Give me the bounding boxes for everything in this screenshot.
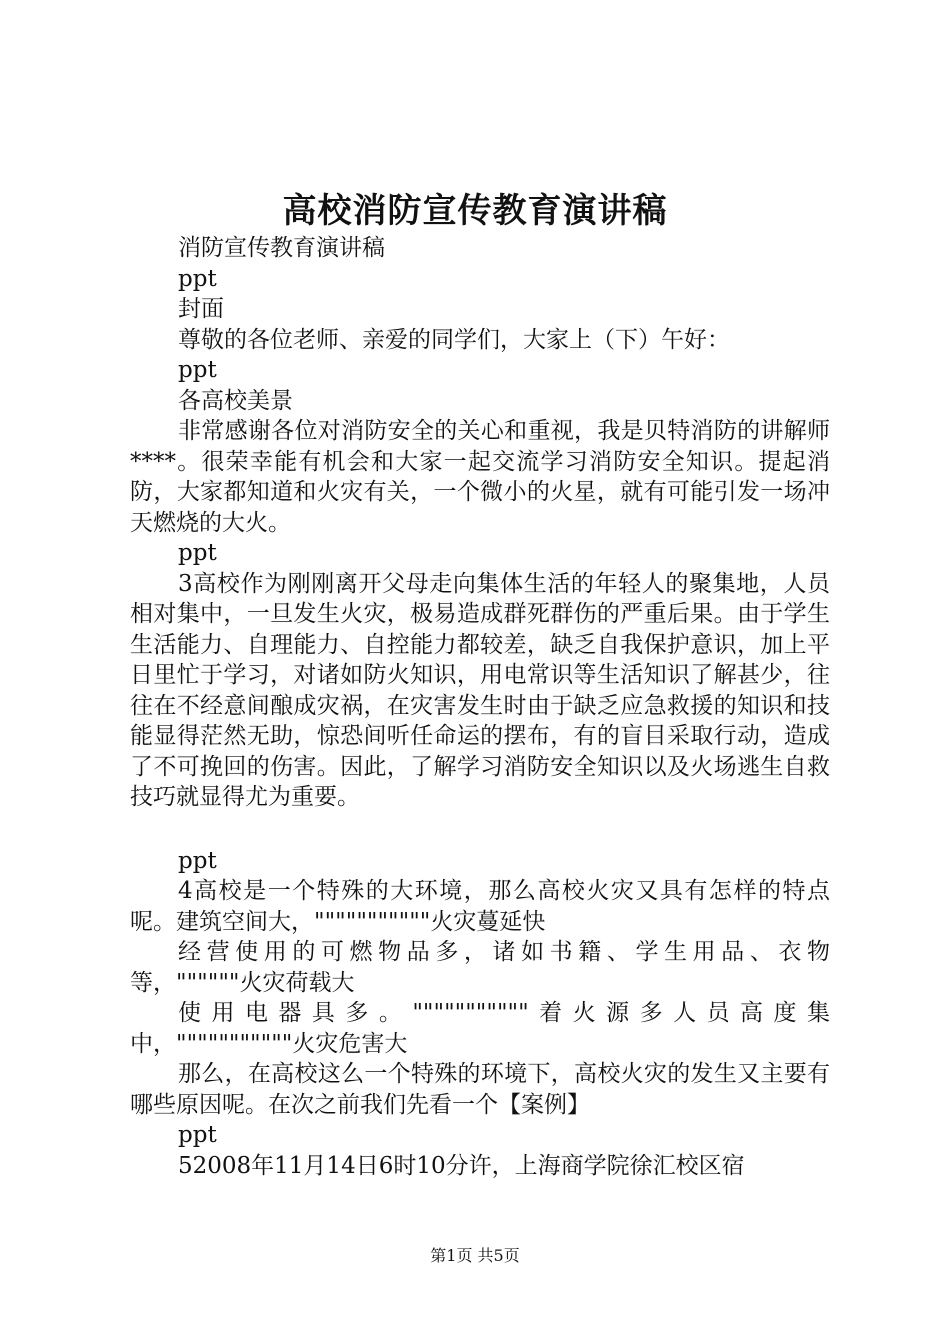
spacer <box>130 813 830 846</box>
paragraph: ppt <box>178 540 217 566</box>
document-title: 高校消防宣传教育演讲稿 <box>282 191 668 231</box>
paragraph: 经营使用的可燃物品多，诸如书籍、学生用品、衣物等，""""""火灾荷载大 <box>130 939 830 996</box>
page-footer: 第1页 共5页 <box>430 1246 520 1265</box>
paragraph: 非常感谢各位对消防安全的关心和重视，我是贝特消防的讲解师****。很荣幸能有机会和大家一起交流学习消防安全知识。提起消防，大家都知道和火灾有关，一个微小的火星，就有可能引发一场冲天燃烧的大火。 <box>130 418 830 536</box>
paragraph: ppt <box>178 1122 217 1148</box>
paragraph: ppt <box>178 357 217 383</box>
paragraph: 那么，在高校这么一个特殊的环境下，高校火灾的发生又主要有哪些原因呢。在次之前我们先看一个【案例】 <box>130 1061 830 1118</box>
paragraph: 使用电器具多。"""""""""""着火源多人员高度集中，"""""""""""火灾危害大 <box>130 1000 830 1057</box>
paragraph: 尊敬的各位老师、亲爱的同学们，大家上（下）午好： <box>178 326 730 353</box>
paragraph: ppt <box>178 847 217 874</box>
paragraph: 封面 <box>178 296 224 322</box>
paragraph: ppt <box>178 265 217 292</box>
paragraph: 4高校是一个特殊的大环境，那么高校火灾又具有怎样的特点呢。建筑空间大，"""""""""""火灾蔓延快 <box>130 878 830 935</box>
paragraph: 52008年11月14日6时10分许，上海商学院徐汇校区宿 <box>178 1152 745 1179</box>
paragraph: 消防宣传教育演讲稿 <box>178 235 385 261</box>
paragraph: 各高校美景 <box>178 387 293 414</box>
document-body <box>130 233 830 1181</box>
paragraph: 3高校作为刚刚离开父母走向集体生活的年轻人的聚集地，人员相对集中，一旦发生火灾，极易造成群死群伤的严重后果。由于学生生活能力、自理能力、自控能力都较差，缺乏自我保护意识，加上平日里忙于学习，对诸如防火知识，用电常识等生活知识了解甚少，往往在不经意间酿成灾祸，在灾害发生时由于缺乏应急救援的知识和技能显得茫然无助，惊恐间听任命运的摆布，有的盲目采取行动，造成了不可挽回的伤害。因此，了解学习消防安全知识以及火场逃生自救技巧就显得尤为重要。 <box>130 570 830 810</box>
